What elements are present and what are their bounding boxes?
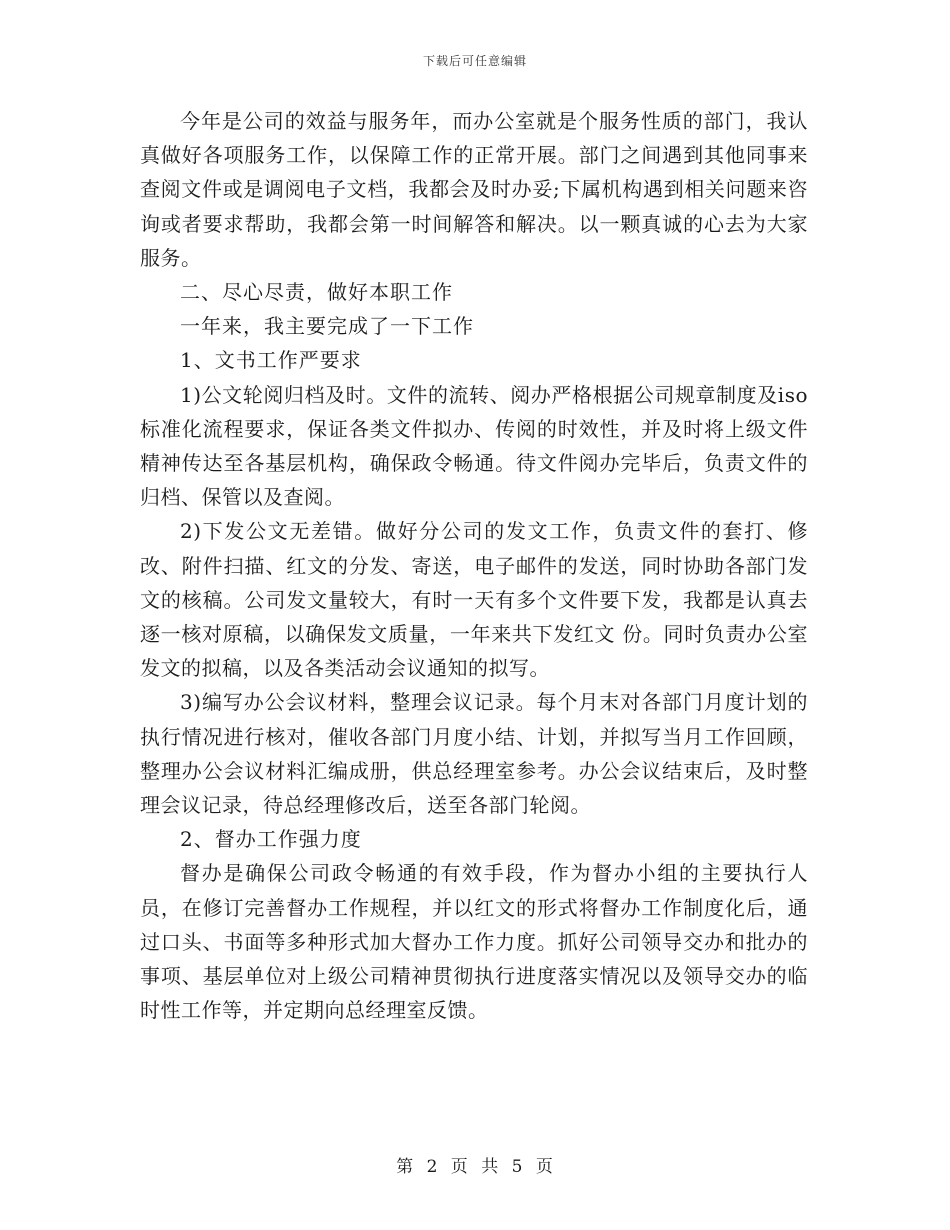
paragraph-intro: 一年来，我主要完成了一下工作 [180, 314, 474, 339]
paragraph-service: 今年是公司的效益与服务年，而办公室就是个服务性质的部门，我认真做好各项服务工作，以保障工作的正常开展。部门之间遇到其他同事来查阅文件或是调阅电子文档，我都会及时办妥;下属机构遇到相关问题来咨询或者要求帮助，我都会第一时间解答和解决。以一颗真诚的心去为大家服务。 [140, 109, 808, 270]
document-body [140, 104, 808, 1027]
paragraph-supervision: 督办是确保公司政令畅通的有效手段，作为督办小组的主要执行人员，在修订完善督办工作规程，并以红文的形式将督办工作制度化后，通过口头、书面等多种形式加大督办工作力度。抓好公司领导交办和批办的事项、基层单位对上级公司精神贯彻执行进度落实情况以及领导交办的临时性工作等，并定期向总经理室反馈。 [140, 861, 808, 1023]
page-number-footer: 第 2 页 共 5 页 [396, 1157, 554, 1177]
section-heading-duties: 二、尽心尽责，做好本职工作 [180, 280, 453, 305]
page-header: 下载后可任意编辑 [422, 54, 527, 68]
paragraph-dispatch: 2)下发公文无差错。做好分公司的发文工作，负责文件的套打、修改、附件扫描、红文的分发、寄送，电子邮件的发送，同时协助各部门发文的核稿。公司发文量较大，有时一天有多个文件要下发，我都是认真去逐一核对原稿，以确保发文质量，一年来共下发红文 份。同时负责办公室发文的拟稿，以及各类活动会议通知的拟写。 [140, 519, 808, 681]
subsection-heading-supervision: 2、督办工作强力度 [180, 827, 362, 852]
paragraph-archiving: 1)公文轮阅归档及时。文件的流转、阅办严格根据公司规章制度及iso标准化流程要求，保证各类文件拟办、传阅的时效性，并及时将上级文件精神传达至各基层机构，确保政令畅通。待文件阅办完毕后，负责文件的归档、保管以及查阅。 [140, 382, 808, 510]
subsection-heading-documents: 1、文书工作严要求 [180, 348, 362, 373]
paragraph-meeting-materials: 3)编写办公会议材料，整理会议记录。每个月末对各部门月度计划的执行情况进行核对，催收各部门月度小结、计划，并拟写当月工作回顾，整理办公会议材料汇编成册，供总经理室参考。办公会议结束后，及时整理会议记录，待总经理修改后，送至各部门轮阅。 [140, 690, 808, 818]
